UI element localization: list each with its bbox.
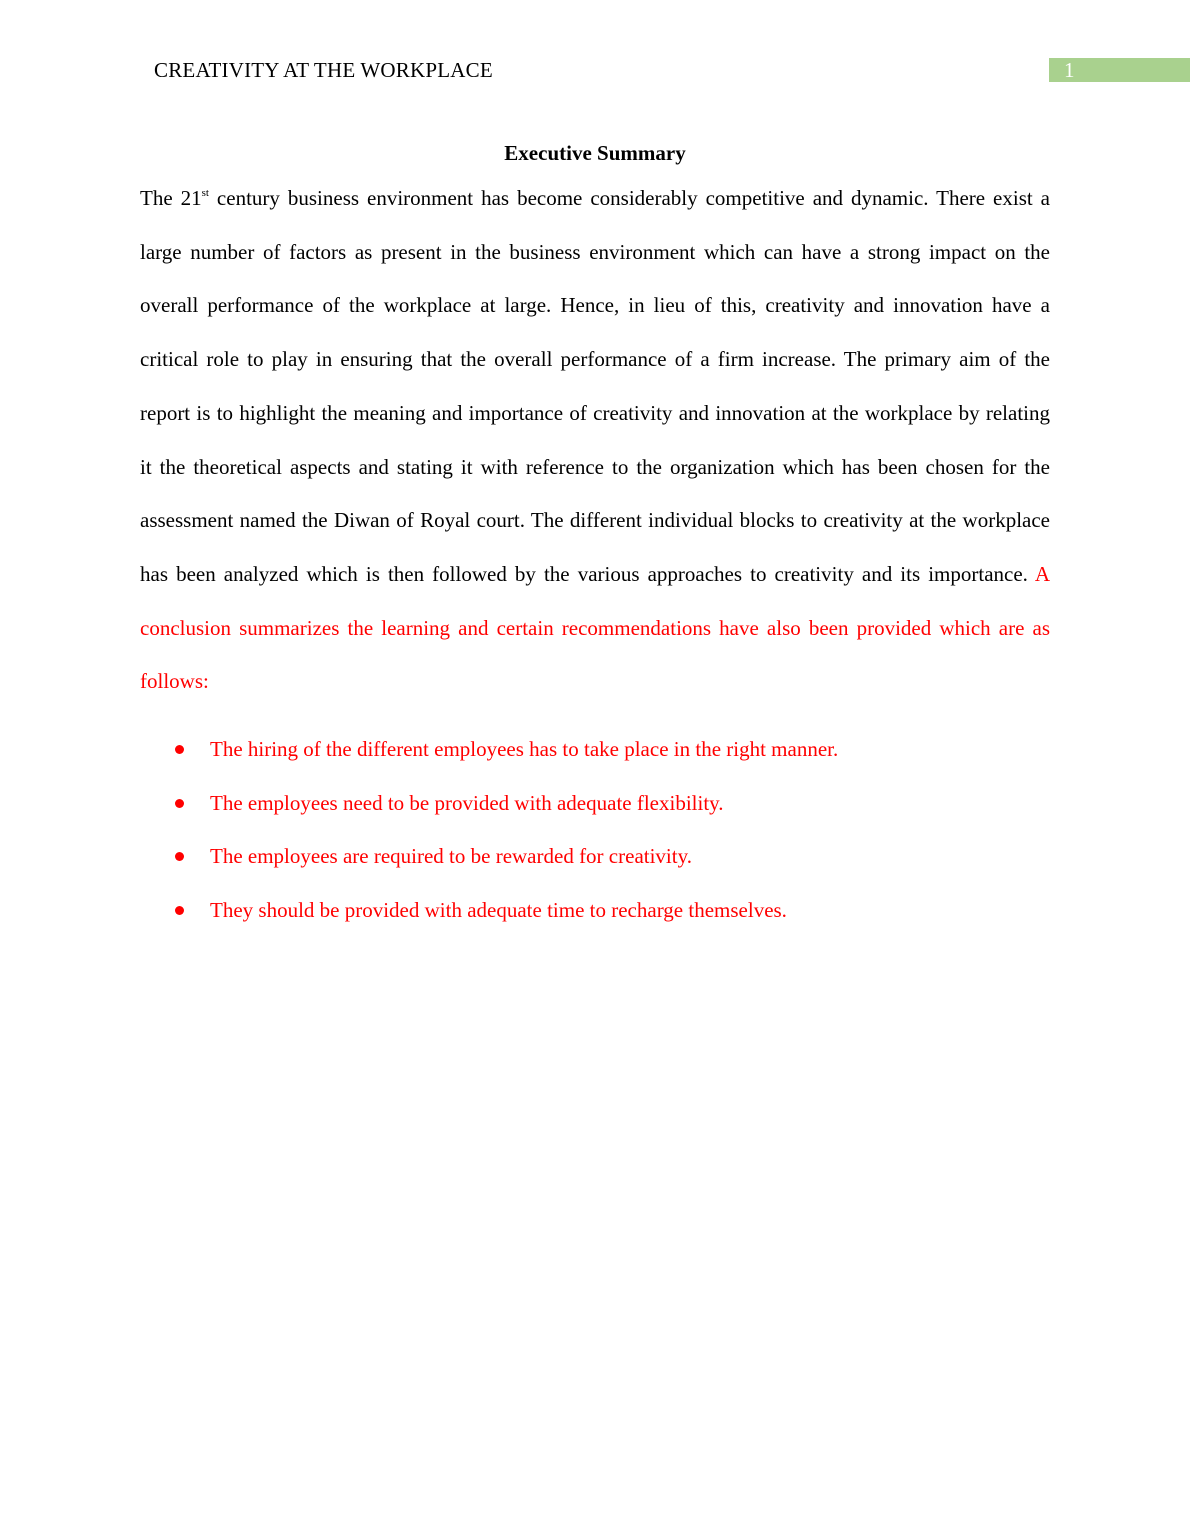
summary-paragraph: [140, 172, 1050, 709]
document-title: Executive Summary: [504, 141, 686, 165]
paragraph-text: century business environment has become considerably competitive and dynamic. There exist a large number of factors as present in the business environment which can have a strong impact on the overall performance of the workplace at large. Hence, in lieu of this, creativity and innovation have a critical role to play in ensuring that the overall performance of a firm increase. The primary aim of the report is to highlight the meaning and importance of creativity and innovation at the workplace by relating it the theoretical aspects and stating it with reference to the organization which has been chosen for the assessment named the Diwan of Royal court. The different individual blocks to creativity at the workplace has been analyzed which is then followed by the various approaches to creativity and its importance.: [140, 186, 1050, 586]
list-item-text: The employees need to be provided with adequate flexibility.: [210, 790, 724, 815]
bullet-icon: [175, 852, 184, 861]
list-item: [140, 830, 1050, 884]
bullet-icon: [175, 799, 184, 808]
list-item-text: The employees are required to be rewarded for creativity.: [210, 844, 692, 869]
page-number: 1: [1064, 58, 1075, 82]
page-number-badge: [1049, 58, 1190, 82]
list-item: [140, 723, 1050, 777]
running-head: CREATIVITY AT THE WORKPLACE: [154, 58, 493, 82]
recommendations-list: [140, 723, 1050, 938]
list-item: [140, 777, 1050, 831]
list-item-text: The hiring of the different employees has to take place in the right manner.: [210, 737, 839, 761]
list-item: [140, 884, 1050, 938]
ordinal-superscript: st: [201, 187, 209, 199]
bullet-icon: [175, 906, 184, 915]
paragraph-highlighted-text: A conclusion summarizes the learning and certain recommendations have also been provided which are as follows:: [140, 561, 1050, 694]
paragraph-lead: The 21: [140, 186, 202, 210]
list-item-text: They should be provided with adequate time to recharge themselves.: [210, 898, 787, 923]
bullet-icon: [175, 745, 184, 754]
